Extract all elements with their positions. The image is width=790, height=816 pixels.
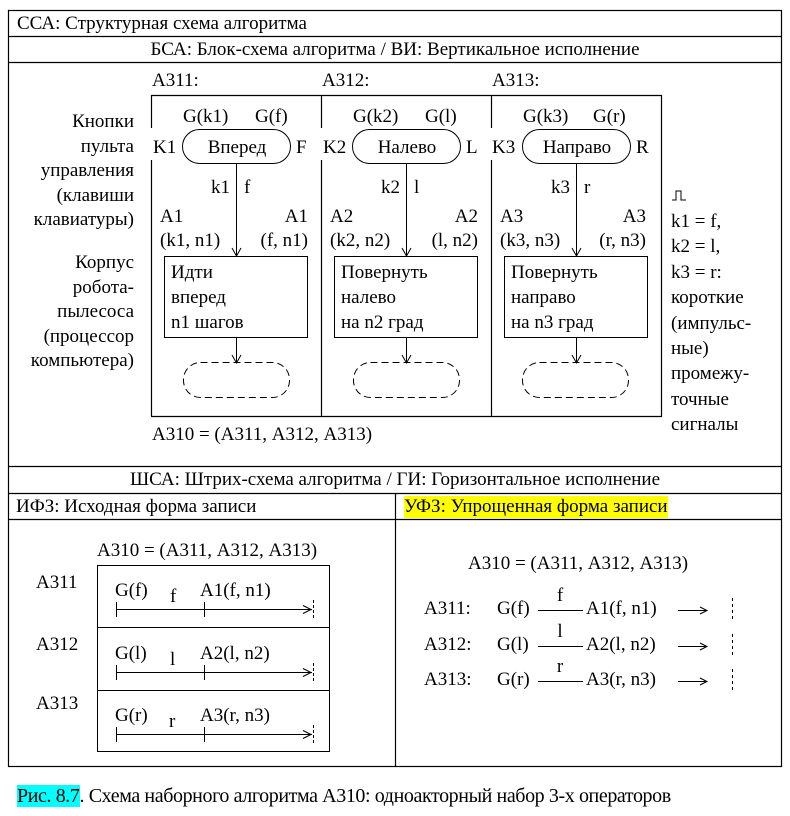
- g-right: G(f): [255, 106, 288, 127]
- ufz-row-a: А3(r, n3): [586, 669, 656, 690]
- action-line: Повернуть: [511, 262, 598, 283]
- ufz-row-a: А1(f, n1): [586, 598, 657, 619]
- ufz-row-g: G(f): [497, 598, 530, 619]
- pulse-icon: [672, 191, 686, 200]
- a-left-args: (k2, n2): [330, 230, 391, 251]
- ufz-row-sig: l: [557, 621, 563, 642]
- buttons-label: [0, 110, 134, 233]
- ifz-row-sig: f: [170, 586, 177, 607]
- column-name: А312:: [322, 70, 370, 91]
- note-line: промежу-: [671, 363, 750, 385]
- buttons-label-line: пульта: [80, 135, 134, 157]
- figure-caption: [17, 784, 671, 808]
- buttons-label-line: клавиатуры): [33, 209, 134, 230]
- ifz-row-g: G(r): [115, 705, 148, 726]
- action-line: Повернуть: [341, 262, 428, 283]
- end-terminal-1: [184, 363, 290, 398]
- action-text: [511, 260, 598, 335]
- note-line: сигналы: [671, 414, 739, 436]
- ifz-title: ИФЗ: Исходная форма записи: [16, 496, 257, 517]
- a-right: А1: [284, 206, 308, 227]
- ifz-row-name: А313: [36, 693, 79, 714]
- body-label: [0, 251, 134, 374]
- bsa-formula: А310 = (А311, А312, А313): [152, 424, 373, 445]
- a-right-args: (r, n3): [599, 230, 646, 251]
- ufz-row-sig: f: [556, 585, 564, 606]
- sig-left: k3: [551, 177, 570, 198]
- body-label-line: (процессор: [43, 325, 134, 347]
- ufz-row-sig: r: [556, 656, 564, 677]
- caption-label: Рис. 8.7: [17, 785, 80, 807]
- ifz-row-name: А311: [36, 572, 78, 593]
- body-label-line: робота-: [72, 276, 134, 298]
- ufz-formula: А310 = (А311, А312, А313): [468, 553, 689, 574]
- signal-label: F: [296, 137, 307, 158]
- ifz-row-a: А3(r, n3): [200, 705, 270, 726]
- ifz-formula: А310 = (А311, А312, А313): [97, 540, 318, 561]
- ifz-row-g: G(f): [115, 580, 148, 601]
- a-right: А2: [454, 206, 478, 227]
- action-line: направо: [511, 287, 576, 308]
- sig-left: k1: [211, 177, 230, 198]
- a-left-args: (k1, n1): [160, 230, 221, 251]
- action-text: [171, 260, 244, 335]
- buttons-label-line: управления: [40, 160, 134, 181]
- k-label: K2: [323, 137, 347, 158]
- note-line: ные): [671, 338, 709, 360]
- signal-label: R: [636, 137, 649, 158]
- body-label-line: компьютера): [30, 350, 134, 371]
- button-napravo[interactable]: Направо: [542, 137, 612, 158]
- sig-right: f: [244, 177, 251, 198]
- action-line: налево: [341, 287, 397, 308]
- note-line: точные: [671, 388, 729, 410]
- sig-right: r: [584, 177, 591, 198]
- caption-text: . Схема наборного алгоритма А310: одноакторный набор 3-х операторов: [79, 785, 671, 807]
- action-line: n1 шагов: [171, 312, 244, 333]
- ifz-row-sig: l: [170, 649, 176, 670]
- note-line: (импульс-: [671, 312, 752, 334]
- ifz-row-a: А1(f, n1): [200, 580, 271, 601]
- ufz-row-a: А2(l, n2): [586, 634, 656, 655]
- ufz-row-name: А313:: [424, 669, 472, 690]
- note-line: короткие: [671, 287, 744, 309]
- a-left: А3: [500, 206, 524, 227]
- end-terminal-2: [354, 363, 460, 398]
- ifz-row-name: А312: [36, 634, 79, 655]
- button-vpered[interactable]: Вперед: [207, 137, 267, 158]
- g-left: G(k3): [523, 106, 569, 127]
- note-line: k3 = r:: [671, 261, 722, 283]
- note-line: k1 = f,: [671, 211, 722, 232]
- g-right: G(l): [425, 106, 457, 127]
- bsa-title: БСА: Блок-схема алгоритма / ВИ: Вертикальное исполнение: [150, 39, 640, 60]
- action-line: вперед: [171, 287, 226, 308]
- column-name: А311:: [152, 70, 199, 91]
- body-label-line: Корпус: [75, 252, 134, 273]
- signal-label: L: [466, 137, 478, 158]
- k-label: K3: [492, 137, 516, 158]
- k-label: K1: [153, 137, 177, 158]
- ifz-row-sig: r: [169, 711, 176, 732]
- sig-right: l: [414, 177, 420, 198]
- ufz-row-name: А312:: [424, 634, 472, 655]
- button-nalevo[interactable]: Налево: [377, 137, 437, 158]
- g-right: G(r): [593, 106, 626, 127]
- a-left: А2: [330, 206, 354, 227]
- ufz-title: УФЗ: Упрощенная форма записи: [404, 496, 668, 517]
- buttons-label-line: Кнопки: [72, 111, 134, 132]
- ifz-row-g: G(l): [115, 643, 147, 664]
- ufz-row-g: G(l): [497, 634, 529, 655]
- shsa-title: ШСА: Штрих-схема алгоритма / ГИ: Горизонтальное исполнение: [129, 469, 661, 490]
- sig-left: k2: [381, 177, 400, 198]
- a-left-args: (k3, n3): [500, 230, 561, 251]
- a-right: А3: [622, 206, 646, 227]
- ssa-title: ССА: Структурная схема алгоритма: [17, 13, 307, 34]
- ufz-row-g: G(r): [497, 669, 530, 690]
- g-left: G(k2): [353, 106, 399, 127]
- ifz-row-a: А2(l, n2): [200, 643, 270, 664]
- a-right-args: (l, n2): [431, 230, 478, 251]
- signal-notes: [671, 209, 751, 438]
- action-line: на n2 град: [341, 312, 424, 333]
- action-line: на n3 град: [511, 312, 594, 333]
- end-terminal-3: [523, 363, 629, 398]
- g-left: G(k1): [183, 106, 229, 127]
- note-line: k2 = l,: [671, 236, 721, 258]
- a-right-args: (f, n1): [260, 230, 308, 251]
- action-text: [341, 260, 428, 335]
- a-left: А1: [160, 206, 184, 227]
- action-line: Идти: [171, 262, 213, 283]
- column-name: А313:: [492, 70, 540, 91]
- body-label-line: пылесоса: [57, 301, 134, 322]
- buttons-label-line: (клавиши: [56, 184, 134, 206]
- ufz-row-name: А311:: [424, 598, 471, 619]
